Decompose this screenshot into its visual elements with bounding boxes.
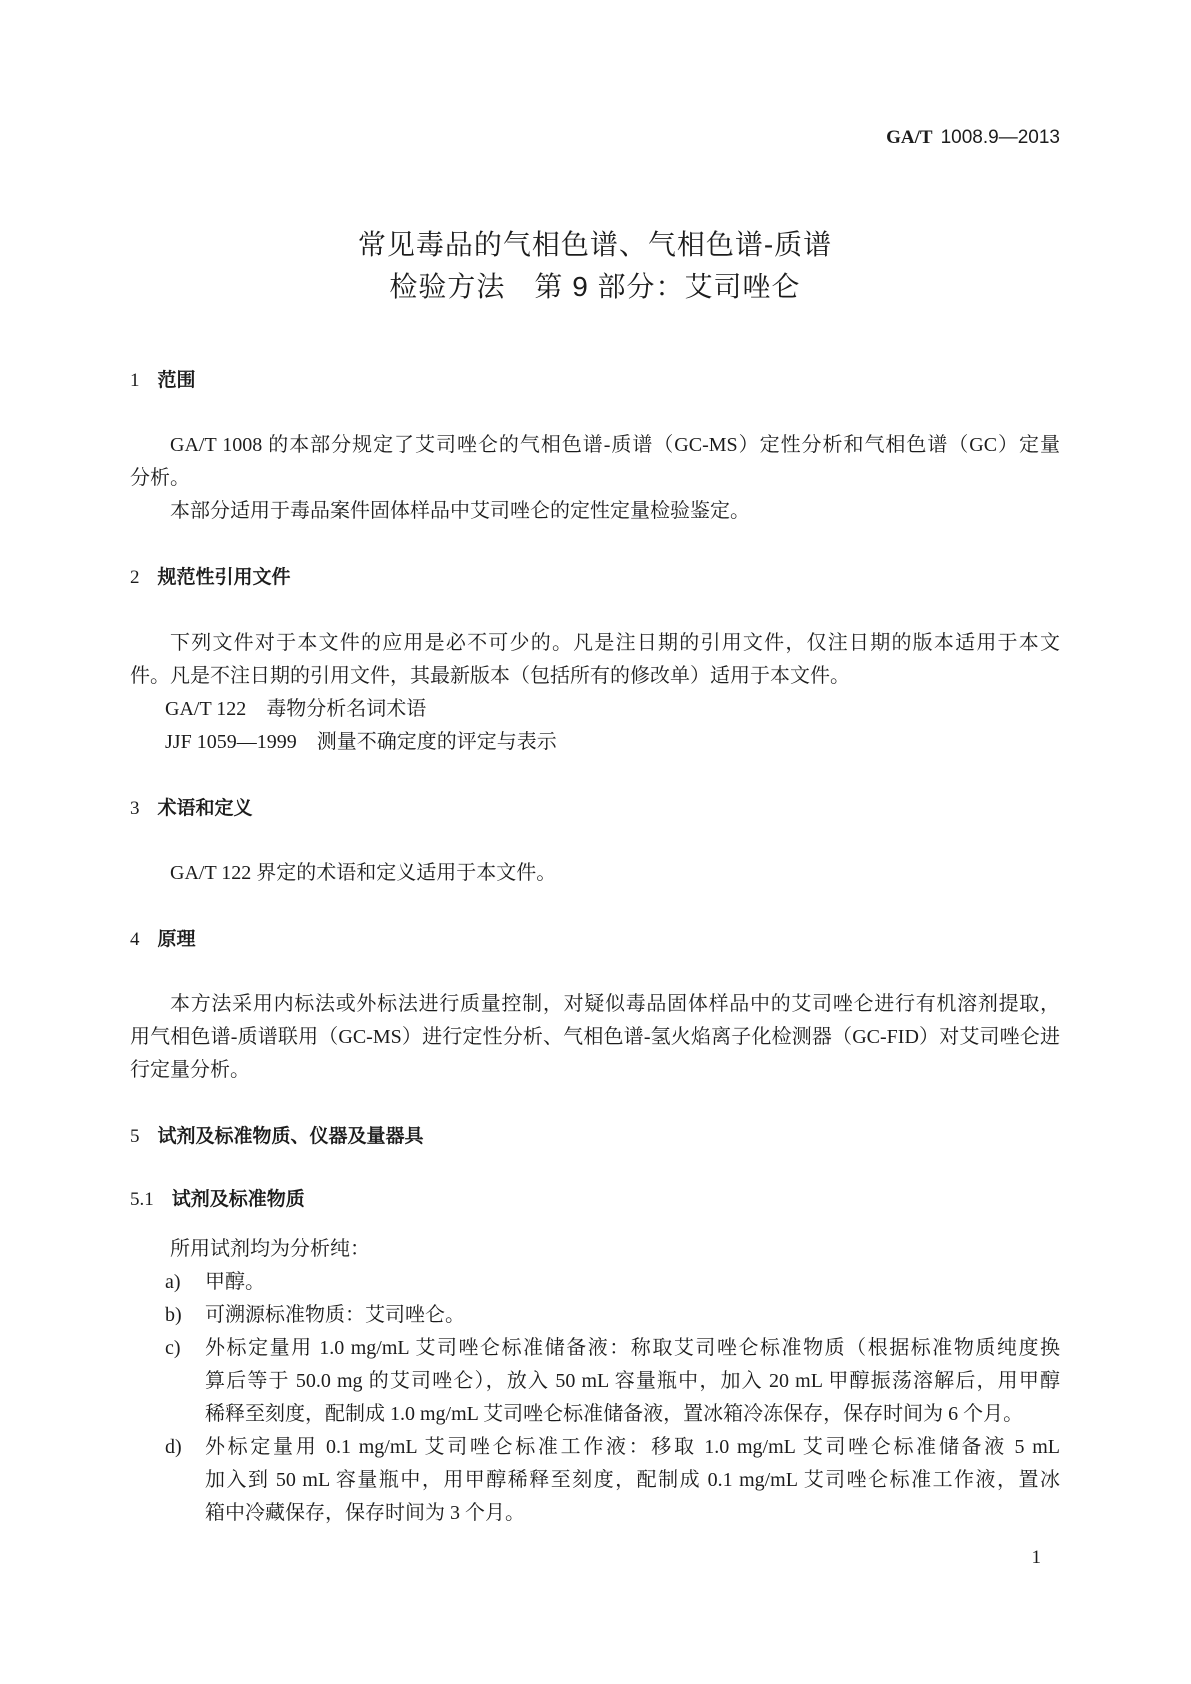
page-number: 1 — [1031, 1547, 1041, 1568]
reference-item — [165, 693, 1060, 726]
section-number: 1 — [130, 370, 140, 391]
subsection-5-1-heading — [130, 1183, 1060, 1216]
list-item — [130, 1431, 1060, 1530]
list-item — [130, 1266, 1060, 1299]
paragraph-line: 本方法采用内标法或外标法进行质量控制，对疑似毒品固体样品中的艾司唑仑进行有机溶剂提取， — [170, 993, 1060, 1015]
reference-title: 毒物分析名词术语 — [266, 698, 427, 720]
list-item-line: 可溯源标准物质：艾司唑仑。 — [205, 1304, 465, 1326]
section-5-heading — [130, 1120, 1060, 1153]
subsection-number: 5.1 — [130, 1189, 154, 1210]
list-item-line: 外标定量用 0.1 mg/mL 艾司唑仑标准工作液：移取 1.0 mg/mL 艾司唑仑标准储备液 5 mL — [205, 1436, 1060, 1458]
list-item-label: c) — [165, 1337, 181, 1359]
list-item-label: b) — [165, 1304, 182, 1326]
reagent-intro: 所用试剂均为分析纯： — [170, 1238, 370, 1260]
list-item — [130, 1299, 1060, 1332]
paragraph-line: 行定量分析。 — [130, 1059, 250, 1081]
standard-code-number: 1008.9—2013 — [940, 127, 1060, 148]
paragraph-line: 分析。 — [130, 467, 190, 489]
section-number: 2 — [130, 567, 140, 588]
title-line-1: 常见毒品的气相色谱、气相色谱-质谱 — [357, 229, 833, 260]
paragraph-line: 件。凡是不注日期的引用文件，其最新版本（包括所有的修改单）适用于本文件。 — [130, 665, 850, 687]
section-1-paragraph-1 — [130, 429, 1060, 495]
list-item-line: 甲醇。 — [205, 1271, 265, 1293]
reference-item — [165, 726, 1060, 759]
list-item-label: a) — [165, 1271, 181, 1293]
section-number: 4 — [130, 929, 140, 950]
paragraph-line: GA/T 1008 的本部分规定了艾司唑仑的气相色谱-质谱（GC-MS）定性分析和气相色谱（GC）定量 — [170, 434, 1060, 456]
list-item-line: 加入到 50 mL 容量瓶中，用甲醇稀释至刻度，配制成 0.1 mg/mL 艾司唑仑标准工作液，置冰 — [205, 1469, 1060, 1491]
section-title: 原理 — [157, 929, 196, 950]
list-item-line: 稀释至刻度，配制成 1.0 mg/mL 艾司唑仑标准储备液，置冰箱冷冻保存，保存时间为 6 个月。 — [205, 1403, 1024, 1425]
title-line-2: 检验方法 第 9 部分：艾司唑仑 — [389, 271, 801, 302]
reference-code: GA/T 122 — [165, 698, 247, 720]
standard-code-header — [886, 126, 1060, 150]
list-item-label: d) — [165, 1436, 182, 1458]
section-2-paragraph — [130, 627, 1060, 693]
section-4-paragraph — [130, 988, 1060, 1087]
section-number: 3 — [130, 798, 140, 819]
reference-code: JJF 1059—1999 — [165, 731, 297, 753]
section-title: 术语和定义 — [157, 798, 253, 819]
list-item-line: 算后等于 50.0 mg 的艾司唑仑），放入 50 mL 容量瓶中，加入 20 mL 甲醇振荡溶解后，用甲醇 — [205, 1370, 1060, 1392]
document-title — [130, 224, 1060, 308]
list-item-line: 外标定量用 1.0 mg/mL 艾司唑仑标准储备液：称取艾司唑仑标准物质（根据标准物质纯度换 — [205, 1337, 1060, 1359]
section-title: 规范性引用文件 — [157, 567, 291, 588]
paragraph-line: 下列文件对于本文件的应用是必不可少的。凡是注日期的引用文件，仅注日期的版本适用于本文 — [170, 632, 1060, 654]
standard-code-prefix: GA/T — [886, 127, 933, 148]
list-item-line: 箱中冷藏保存，保存时间为 3 个月。 — [205, 1502, 525, 1524]
subsection-title: 试剂及标准物质 — [171, 1189, 305, 1210]
section-title: 范围 — [157, 370, 196, 391]
section-3-heading — [130, 792, 1060, 825]
paragraph-line: 用气相色谱-质谱联用（GC-MS）进行定性分析、气相色谱-氢火焰离子化检测器（GC-FID）对艾司唑仑进 — [130, 1026, 1060, 1048]
section-4-heading — [130, 923, 1060, 956]
section-2-heading — [130, 561, 1060, 594]
document-body — [130, 224, 1060, 1530]
section-number: 5 — [130, 1126, 140, 1147]
reference-title: 测量不确定度的评定与表示 — [316, 731, 557, 753]
list-item — [130, 1332, 1060, 1431]
section-1-heading — [130, 364, 1060, 397]
section-title: 试剂及标准物质、仪器及量器具 — [157, 1126, 424, 1147]
section-1-paragraph-2: 本部分适用于毒品案件固体样品中艾司唑仑的定性定量检验鉴定。 — [170, 500, 750, 522]
section-3-paragraph: GA/T 122 界定的术语和定义适用于本文件。 — [170, 862, 557, 884]
